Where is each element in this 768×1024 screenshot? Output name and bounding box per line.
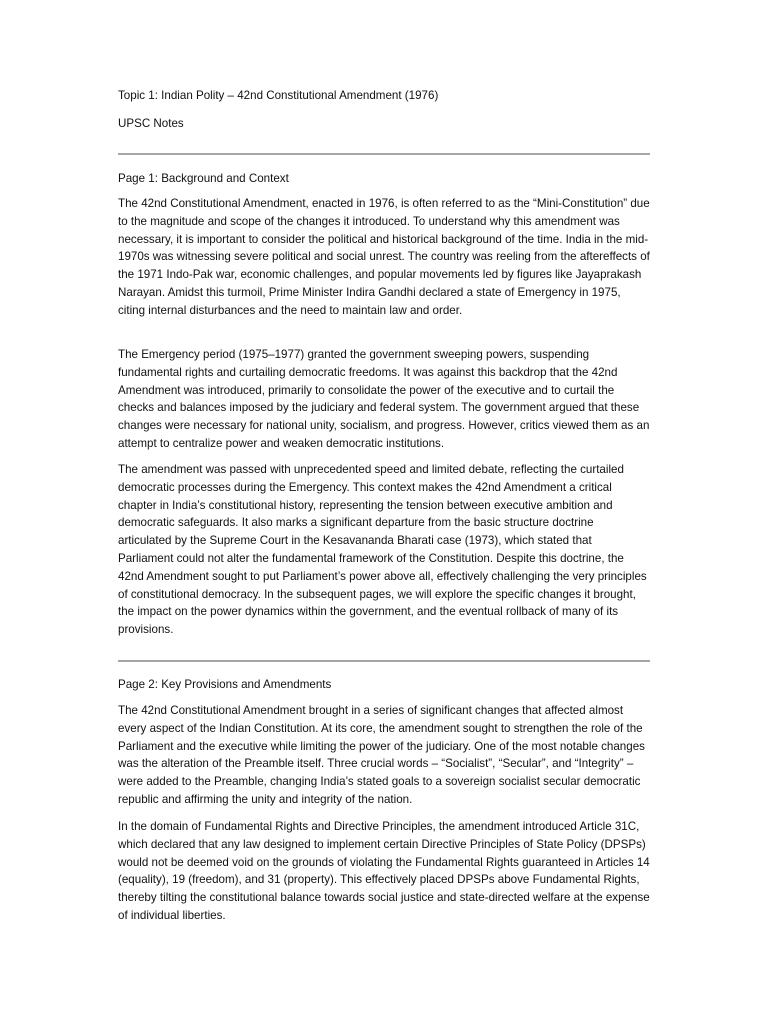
section-2-paragraph-2: In the domain of Fundamental Rights and Directive Principles, the amendment introduced Article 31C, which declared that any law designed to implement certain Directive Principles of State Policy (DPSPs) would not be deemed void on the grounds of violating the Fundamental Rights guaranteed in Articles 14 (equality), 19 (freedom), and 31 (property). This effectively placed DPSPs above Fundamental Rights, thereby tilting the constitutional balance towards social justice and state-directed welfare at the expense of individual liberties. [118, 820, 650, 922]
section-1-paragraph-3: The amendment was passed with unprecedented speed and limited debate, reflecting the curtailed democratic processes during the Emergency. This context makes the 42nd Amendment a critical chapter in India’s constitutional history, representing the tension between executive ambition and democratic safeguards. It also marks a significant departure from the basic structure doctrine articulated by the Supreme Court in the Kesavananda Bharati case (1973), which stated that Parliament could not alter the fundamental framework of the Constitution. Despite this doctrine, the 42nd Amendment sought to put Parliament’s power above all, effectively challenging the very principles of constitutional democracy. In the subsequent pages, we will explore the specific changes it brought, the impact on the power dynamics within the government, and the eventual rollback of many of its provisions. [118, 463, 647, 637]
section-divider [118, 153, 650, 155]
section-1-paragraph-1: The 42nd Constitutional Amendment, enacted in 1976, is often referred to as the “Mini-Constitution” due to the magnitude and scope of the changes it introduced. To understand why this amendment was necessary, it is important to consider the political and historical background of the time. India in the mid-1970s was witnessing severe political and social unrest. The country was reeling from the aftereffects of the 1971 Indo-Pak war, economic challenges, and popular movements led by figures like Jayaprakash Narayan. Amidst this turmoil, Prime Minister Indira Gandhi declared a state of Emergency in 1975, citing internal disturbances and the need to maintain law and order. [118, 197, 650, 317]
document-subtitle: UPSC Notes [118, 117, 184, 130]
section-heading-1: Page 1: Background and Context [118, 172, 289, 185]
section-2-paragraph-1: The 42nd Constitutional Amendment brought in a series of significant changes that affected almost every aspect of the Indian Constitution. At its core, the amendment sought to strengthen the role of the Parliament and the executive while limiting the power of the judiciary. One of the most notable changes was the alteration of the Preamble itself. Three crucial words – “Socialist”, “Secular”, and “Integrity” – were added to the Preamble, changing India’s stated goals to a sovereign socialist secular democratic republic and affirming the unity and integrity of the nation. [118, 704, 645, 806]
section-1-paragraph-2: The Emergency period (1975–1977) granted the government sweeping powers, suspending fundamental rights and curtailing democratic freedoms. It was against this backdrop that the 42nd Amendment was introduced, primarily to consolidate the power of the executive and to curtail the checks and balances imposed by the judiciary and federal system. The government argued that these changes were necessary for national unity, socialism, and progress. However, critics viewed them as an attempt to centralize power and weaken democratic institutions. [118, 348, 650, 450]
section-heading-2: Page 2: Key Provisions and Amendments [118, 678, 332, 691]
document-title: Topic 1: Indian Polity – 42nd Constitutional Amendment (1976) [118, 89, 439, 102]
section-divider [118, 660, 650, 662]
